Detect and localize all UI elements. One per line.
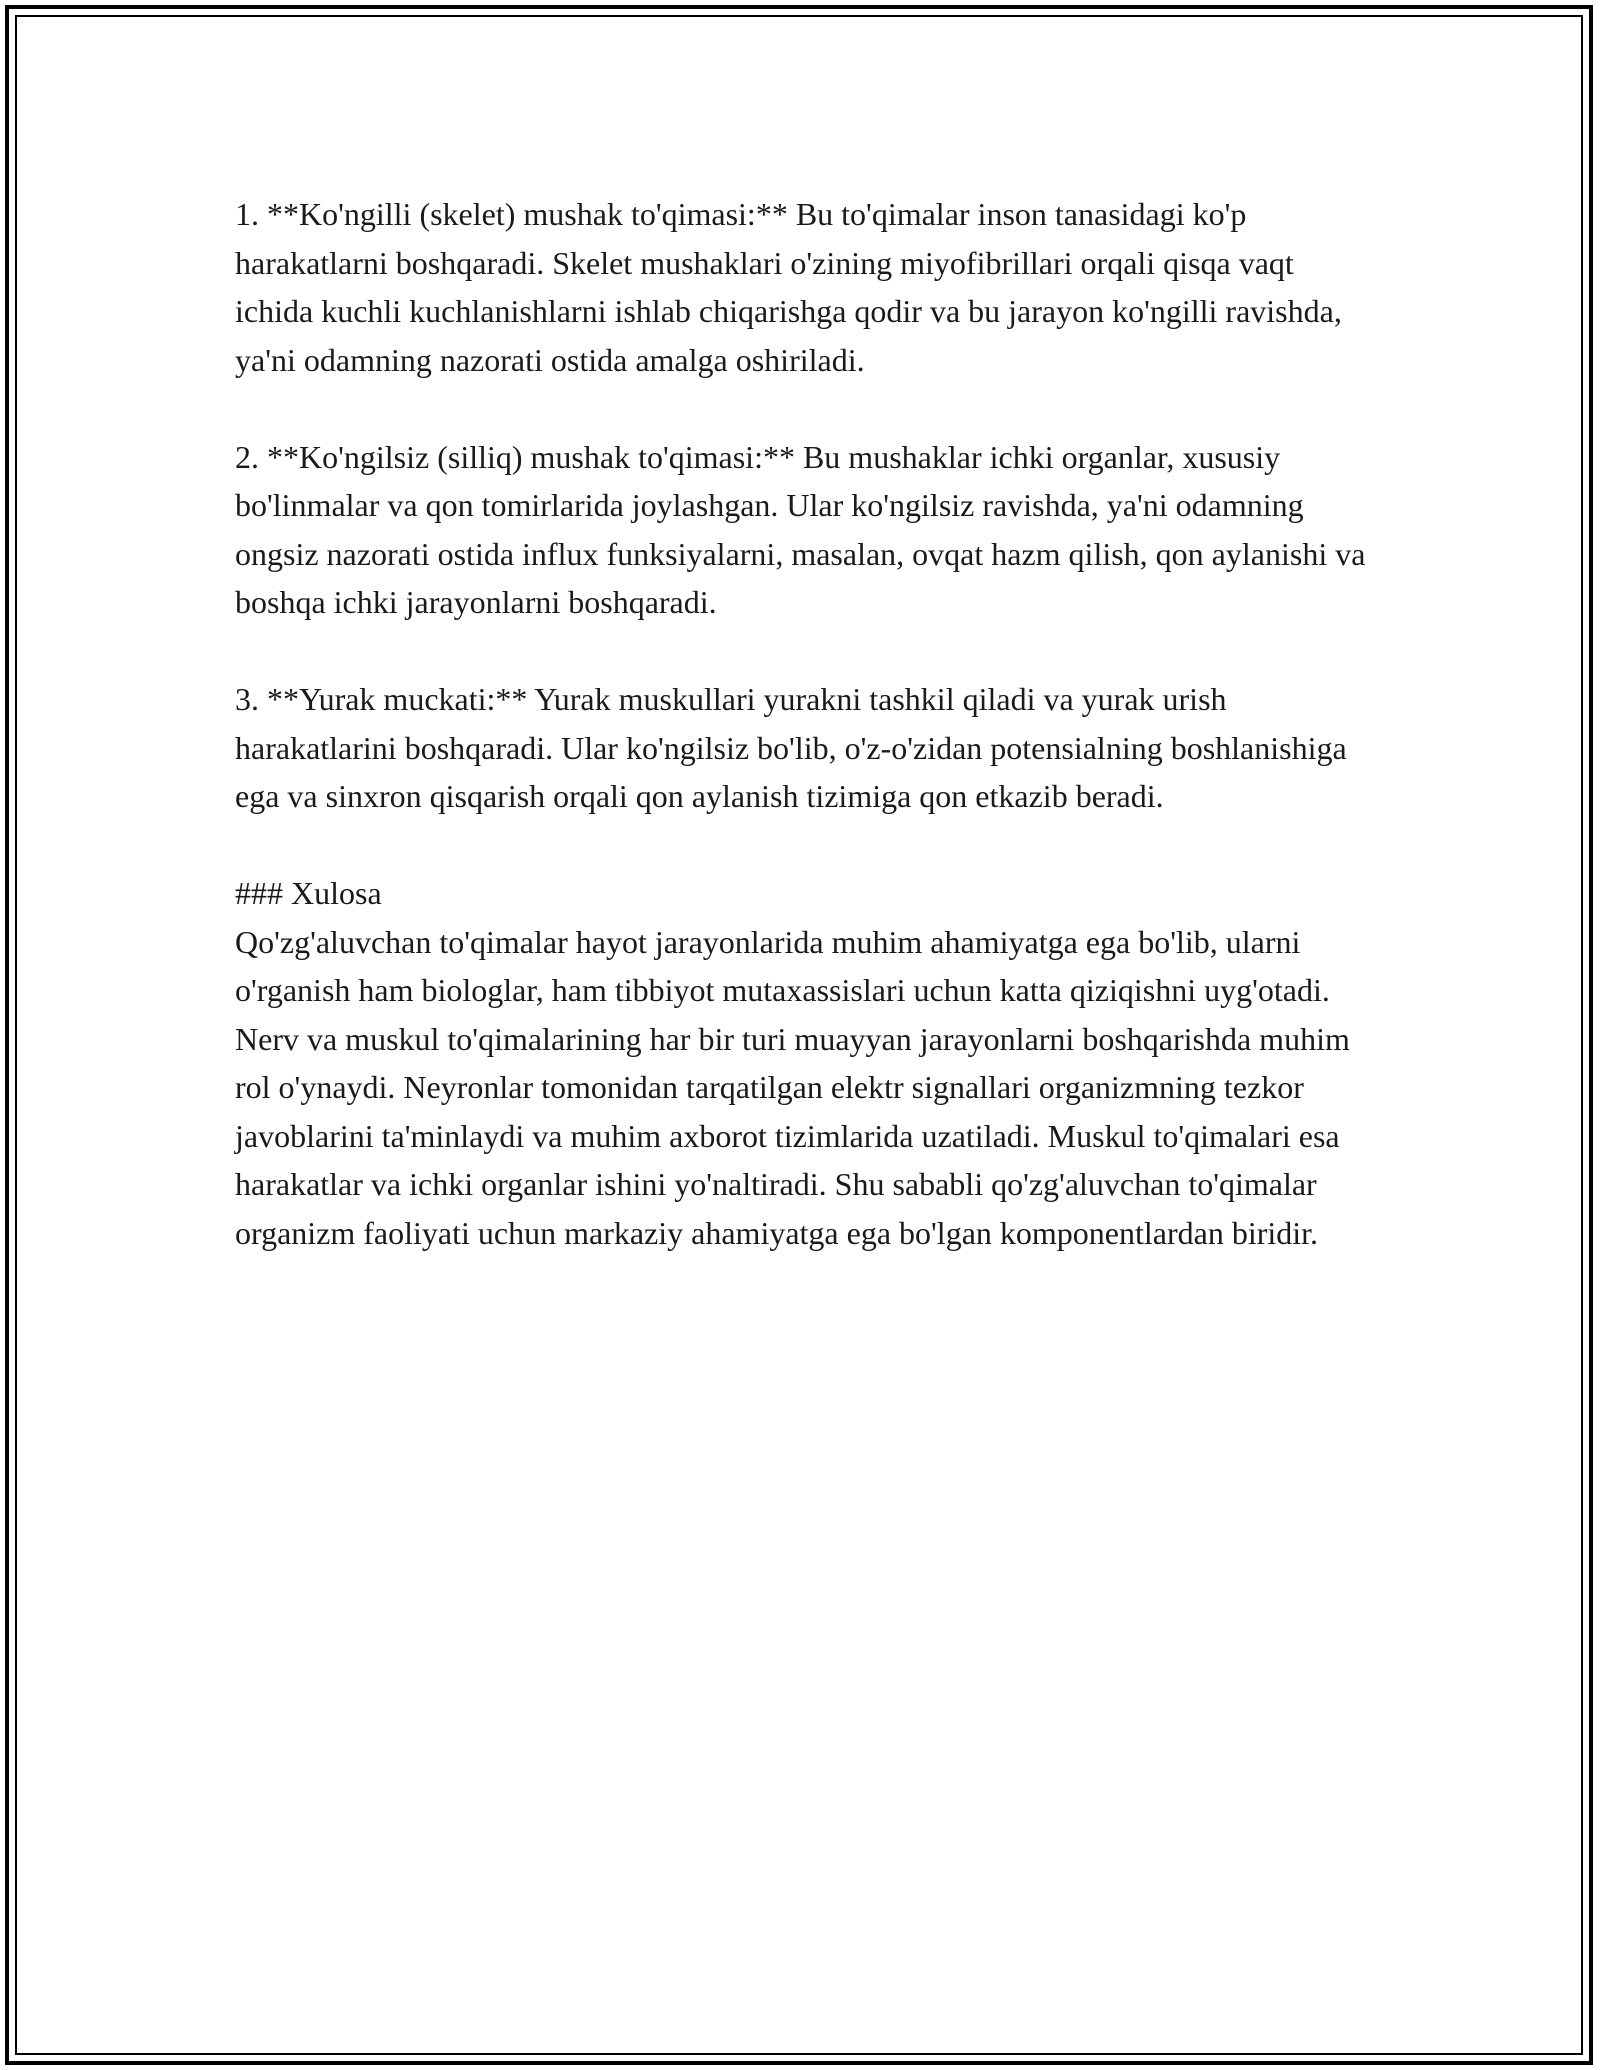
section-heading-conclusion: ### Xulosa [235,875,382,911]
paragraph-cardiac-muscle: 3. **Yurak muckati:** Yurak muskullari yurakni tashkil qiladi va yurak urish harakatlarini boshqaradi. Ular ko'ngilsiz bo'lib, o'z-o'zidan potensialning boshlanishiga ega va sinxron qisqarish orqali qon aylanish tizimiga qon etkazib beradi. [235,681,1347,814]
paragraph-conclusion: Qo'zg'aluvchan to'qimalar hayot jarayonlarida muhim ahamiyatga ega bo'lib, ularni o'rganish ham biologlar, ham tibbiyot mutaxassislari uchun katta qiziqishni uyg'otadi. Nerv va muskul to'qimalarining har bir turi muayyan jarayonlarni boshqarishda muhim rol o'ynaydi. Neyronlar tomonidan tarqatilgan elektr signallari organizmning tezkor javoblarini ta'minlaydi va muhim axborot tizimlarida uzatiladi. Muskul to'qimalari esa harakatlar va ichki organlar ishini yo'naltiradi. Shu sababli qo'zg'aluvchan to'qimalar organizm faoliyati uchun markaziy ahamiyatga ega bo'lgan komponentlardan biridir. [235,923,1350,1251]
paragraph-skeletal-muscle: 1. **Ko'ngilli (skelet) mushak to'qimasi:** Bu to'qimalar inson tanasidagi ko'p harakatlarni boshqaradi. Skelet mushaklari o'zining miyofibrillari orqali qisqa vaqt ichida kuchli kuchlanishlarni ishlab chiqarishga qodir va bu jarayon ko'ngilli ravishda, ya'ni odamning nazorati ostida amalga oshiriladi. [235,196,1342,378]
document-body [235,190,1375,1306]
paragraph-smooth-muscle: 2. **Ko'ngilsiz (silliq) mushak to'qimasi:** Bu mushaklar ichki organlar, xususiy bo'linmalar va qon tomirlarida joylashgan. Ular ko'ngilsiz ravishda, ya'ni odamning ongsiz nazorati ostida influx funksiyalarni, masalan, ovqat hazm qilish, qon aylanishi va boshqa ichki jarayonlarni boshqaradi. [235,438,1366,620]
